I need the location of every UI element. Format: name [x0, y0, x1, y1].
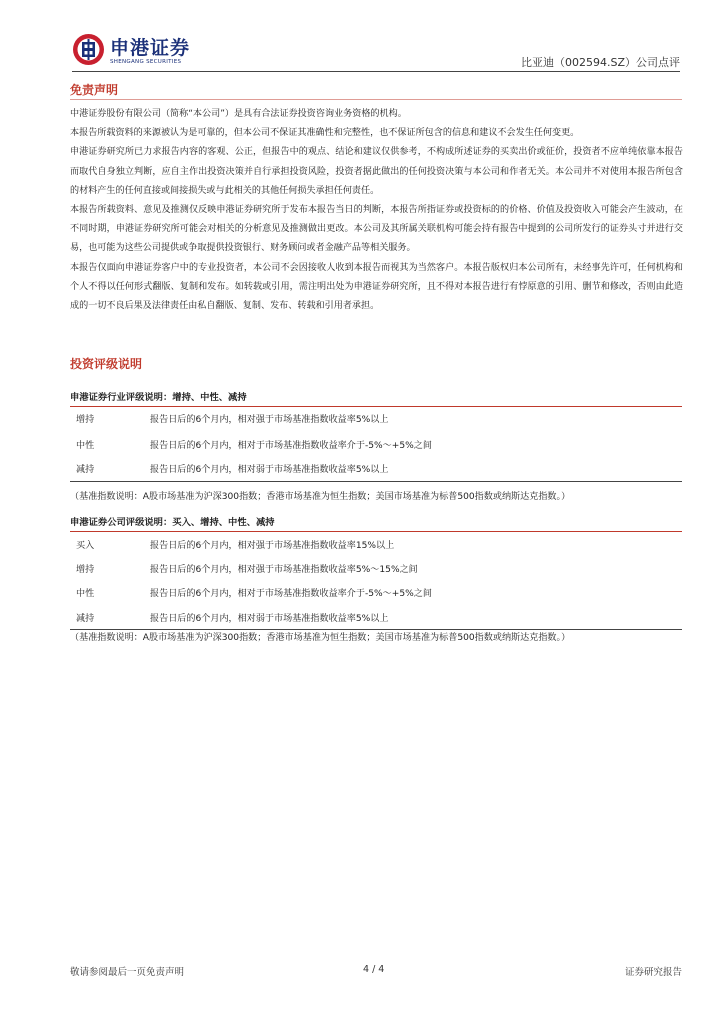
rating-definition: 报告日后的6个月内，相对强于市场基准指数收益率5%以上	[150, 415, 389, 425]
table-row	[70, 558, 682, 580]
industry-rating-title: 申港证券行业评级说明：增持、中性、减持	[70, 392, 247, 403]
logo-mark-icon	[72, 33, 105, 66]
disclaimer-paragraph: 中港证券股份有限公司（简称“本公司”）是具有合法证券投资咨询业务资格的机构。	[70, 109, 407, 119]
table-divider	[70, 481, 682, 482]
page-header	[0, 0, 724, 75]
disclaimer-paragraph: 本报告仅面向申港证券客户中的专业投资者，本公司不会因接收人收到本报告而视其为当然客户。本报告版权归本公司所有，未经事先许可，任何机构和个人不得以任何形式翻版、复制和发布。如转载或引用，需注明出处为申港证券研究所，且不得对本报告进行有悖原意的引用、删节和修改，否则由此造成的一切不良后果及法律责任由私自翻版、复制、发布、转载和引用者承担。	[70, 262, 683, 312]
page-number: 4 / 4	[363, 964, 385, 975]
rating-label: 增持	[76, 415, 95, 425]
rating-definition: 报告日后的6个月内，相对弱于市场基准指数收益率5%以上	[150, 614, 389, 624]
company-rating-title: 申港证券公司评级说明：买入、增持、中性、减持	[70, 517, 275, 528]
rating-definition: 报告日后的6个月内，相对于市场基准指数收益率介于-5%～+5%之间	[150, 441, 432, 451]
header-divider	[72, 71, 680, 72]
table-row	[70, 607, 682, 629]
rating-label: 减持	[76, 614, 95, 624]
disclaimer-divider	[70, 99, 682, 100]
logo-text-en: SHENGANG SECURITIES	[110, 59, 182, 65]
benchmark-note: （基准指数说明：A股市场基准为沪深300指数；香港市场基准为恒生指数；美国市场基准为标普500指数或纳斯达克指数。）	[70, 492, 571, 502]
disclaimer-paragraph: 申港证券研究所已力求报告内容的客观、公正，但报告中的观点、结论和建议仅供参考，不构成所述证券的买卖出价或征价，投资者不应单纯依靠本报告而取代自身独立判断，应自主作出投资决策并自行承担投资风险，投资者据此做出的任何投资决策与本公司和作者无关。本公司并不对使用本报告所包含的材料产生的任何直接或间接损失或与此相关的其他任何损失承担任何责任。	[70, 147, 683, 196]
table-row	[70, 458, 682, 480]
footer-disclaimer-ref: 敬请参阅最后一页免责声明	[70, 967, 185, 978]
rating-definition: 报告日后的6个月内，相对强于市场基准指数收益率5%～15%之间	[150, 565, 418, 575]
rating-label: 增持	[76, 565, 95, 575]
table-row	[70, 434, 682, 456]
report-subject: 比亚迪（002594.SZ）公司点评	[520, 56, 680, 69]
rating-heading: 投资评级说明	[70, 357, 143, 371]
rating-definition: 报告日后的6个月内，相对于市场基准指数收益率介于-5%～+5%之间	[150, 589, 432, 599]
disclaimer-heading: 免责声明	[70, 83, 119, 97]
benchmark-note: （基准指数说明：A股市场基准为沪深300指数；香港市场基准为恒生指数；美国市场基准为标普500指数或纳斯达克指数。）	[70, 633, 571, 643]
rating-label: 中性	[76, 441, 95, 451]
footer-report-type: 证券研究报告	[624, 967, 682, 978]
disclaimer-body	[70, 105, 683, 316]
disclaimer-paragraph: 本报告所载资料、意见及推测仅反映申港证券研究所于发布本报告当日的判断，本报告所指证券或投资标的的价格、价值及投资收入可能会产生波动，在不同时期，申港证券研究所可能会对相关的分析意见及推测做出更改。本公司及其所属关联机构可能会持有报告中提到的公司所发行的证券头寸并进行交易，也可能为这些公司提供或争取提供投资银行、财务顾问或者金融产品等相关服务。	[70, 205, 683, 254]
table-row	[70, 408, 682, 430]
page-footer	[70, 964, 682, 984]
logo-text-cn: 申港证券	[110, 37, 191, 59]
table-divider	[70, 531, 682, 532]
rating-definition: 报告日后的6个月内，相对强于市场基准指数收益率15%以上	[150, 541, 395, 551]
rating-label: 买入	[76, 541, 95, 551]
rating-label: 减持	[76, 465, 95, 475]
table-divider	[70, 406, 682, 407]
rating-definition: 报告日后的6个月内，相对弱于市场基准指数收益率5%以上	[150, 465, 389, 475]
disclaimer-paragraph: 本报告所载资料的来源被认为是可靠的，但本公司不保证其准确性和完整性，也不保证所包含的信息和建议不会发生任何变更。	[70, 128, 580, 139]
table-row	[70, 582, 682, 604]
table-row	[70, 534, 682, 556]
rating-label: 中性	[76, 589, 95, 599]
